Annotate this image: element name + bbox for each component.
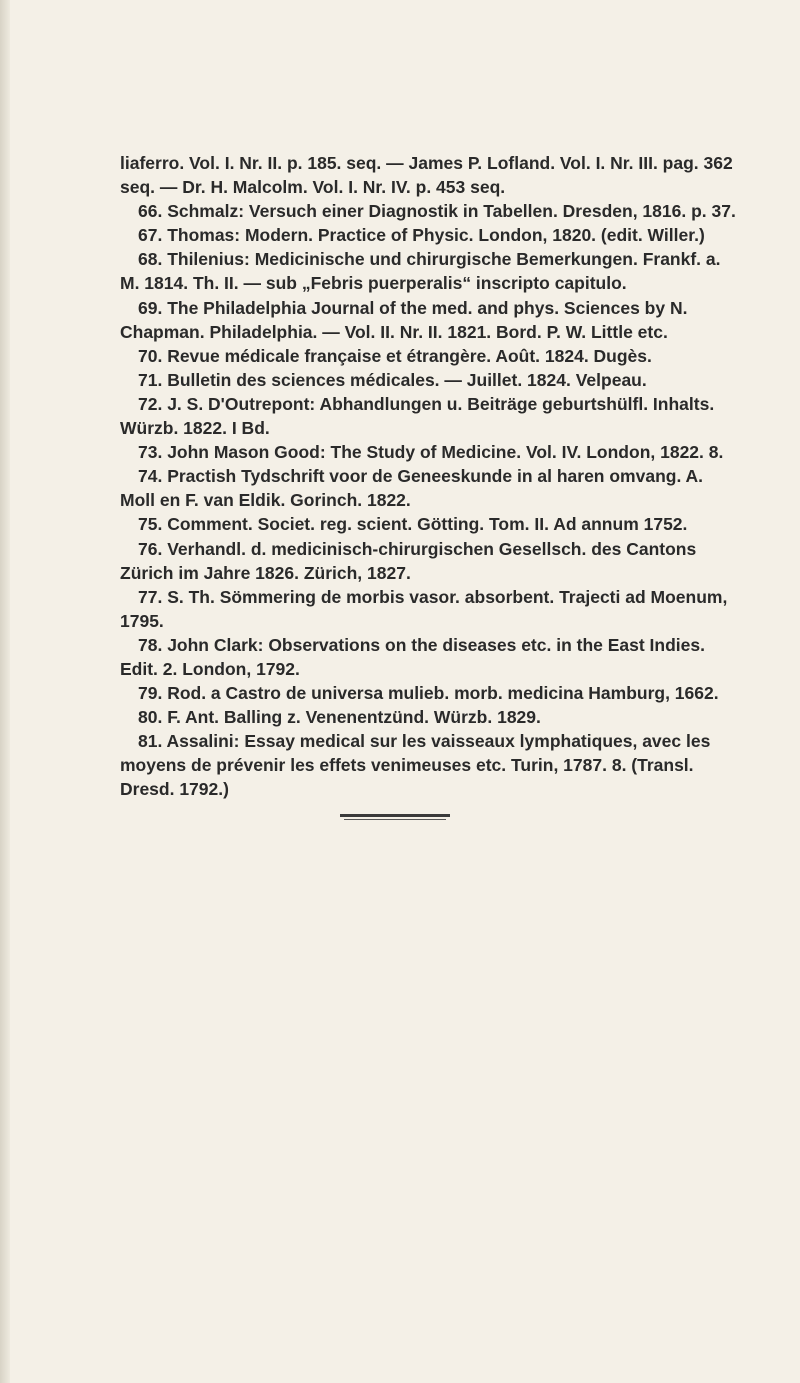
bibliography-entry: 75. Comment. Societ. reg. scient. Götting. Tom. II. Ad annum 1752. bbox=[138, 514, 688, 535]
bibliography-entry: 76. Verhandl. d. medicinisch-chirurgischen Gesellsch. des Cantons Zürich im Jahre 1826. Zürich, 1827. bbox=[120, 538, 697, 583]
bibliography-entry: 80. F. Ant. Balling z. Venenentzünd. Würzb. 1829. bbox=[138, 707, 541, 728]
bibliography-entry: 73. John Mason Good: The Study of Medicine. Vol. IV. London, 1822. 8. bbox=[138, 442, 724, 463]
bibliography-entry: liaferro. Vol. I. Nr. II. p. 185. seq. — James P. Lofland. Vol. I. Nr. III. pag. 362 seq. — Dr. H. Malcolm. Vol. I. Nr. IV. p. 453 seq. bbox=[120, 153, 733, 198]
bibliography-entry: 81. Assalini: Essay medical sur les vaisseaux lymphatiques, avec les moyens de prévenir les effets venimeuses etc. Turin, 1787. 8. (Transl. Dresd. 1792.) bbox=[120, 731, 711, 800]
page-binding-edge bbox=[0, 0, 10, 1383]
end-rule bbox=[340, 814, 450, 817]
end-rule-thin bbox=[344, 819, 446, 820]
bibliography-list bbox=[120, 151, 740, 802]
bibliography-entry: 77. S. Th. Sömmering de morbis vasor. absorbent. Trajecti ad Moenum, 1795. bbox=[120, 586, 728, 631]
bibliography-entry: 67. Thomas: Modern. Practice of Physic. London, 1820. (edit. Willer.) bbox=[138, 225, 705, 246]
bibliography-entry: 71. Bulletin des sciences médicales. — Juillet. 1824. Velpeau. bbox=[138, 369, 647, 390]
bibliography-entry: 72. J. S. D'Outrepont: Abhandlungen u. Beiträge geburtshülfl. Inhalts. Würzb. 1822. I Bd. bbox=[120, 393, 715, 439]
bibliography-entry: 78. John Clark: Observations on the diseases etc. in the East Indies. Edit. 2. London, 1792. bbox=[120, 634, 705, 679]
bibliography-entry: 68. Thilenius: Medicinische und chirurgische Bemerkungen. Frankf. a. M. 1814. Th. II. — sub „Febris puerperalis“ inscripto capitulo. bbox=[120, 249, 721, 294]
bibliography-entry: 74. Practish Tydschrift voor de Geneeskunde in al haren omvang. A. Moll en F. van Eldik. Gorinch. 1822. bbox=[120, 466, 704, 511]
bibliography-entry: 69. The Philadelphia Journal of the med. and phys. Sciences by N. Chapman. Philadelphia. — Vol. II. Nr. II. 1821. Bord. P. W. Little etc. bbox=[120, 297, 688, 342]
bibliography-entry: 79. Rod. a Castro de universa mulieb. morb. medicina Hamburg, 1662. bbox=[138, 683, 719, 704]
bibliography-entry: 70. Revue médicale française et étrangère. Août. 1824. Dugès. bbox=[138, 345, 652, 366]
bibliography-entry: 66. Schmalz: Versuch einer Diagnostik in Tabellen. Dresden, 1816. p. 37. bbox=[138, 201, 736, 222]
